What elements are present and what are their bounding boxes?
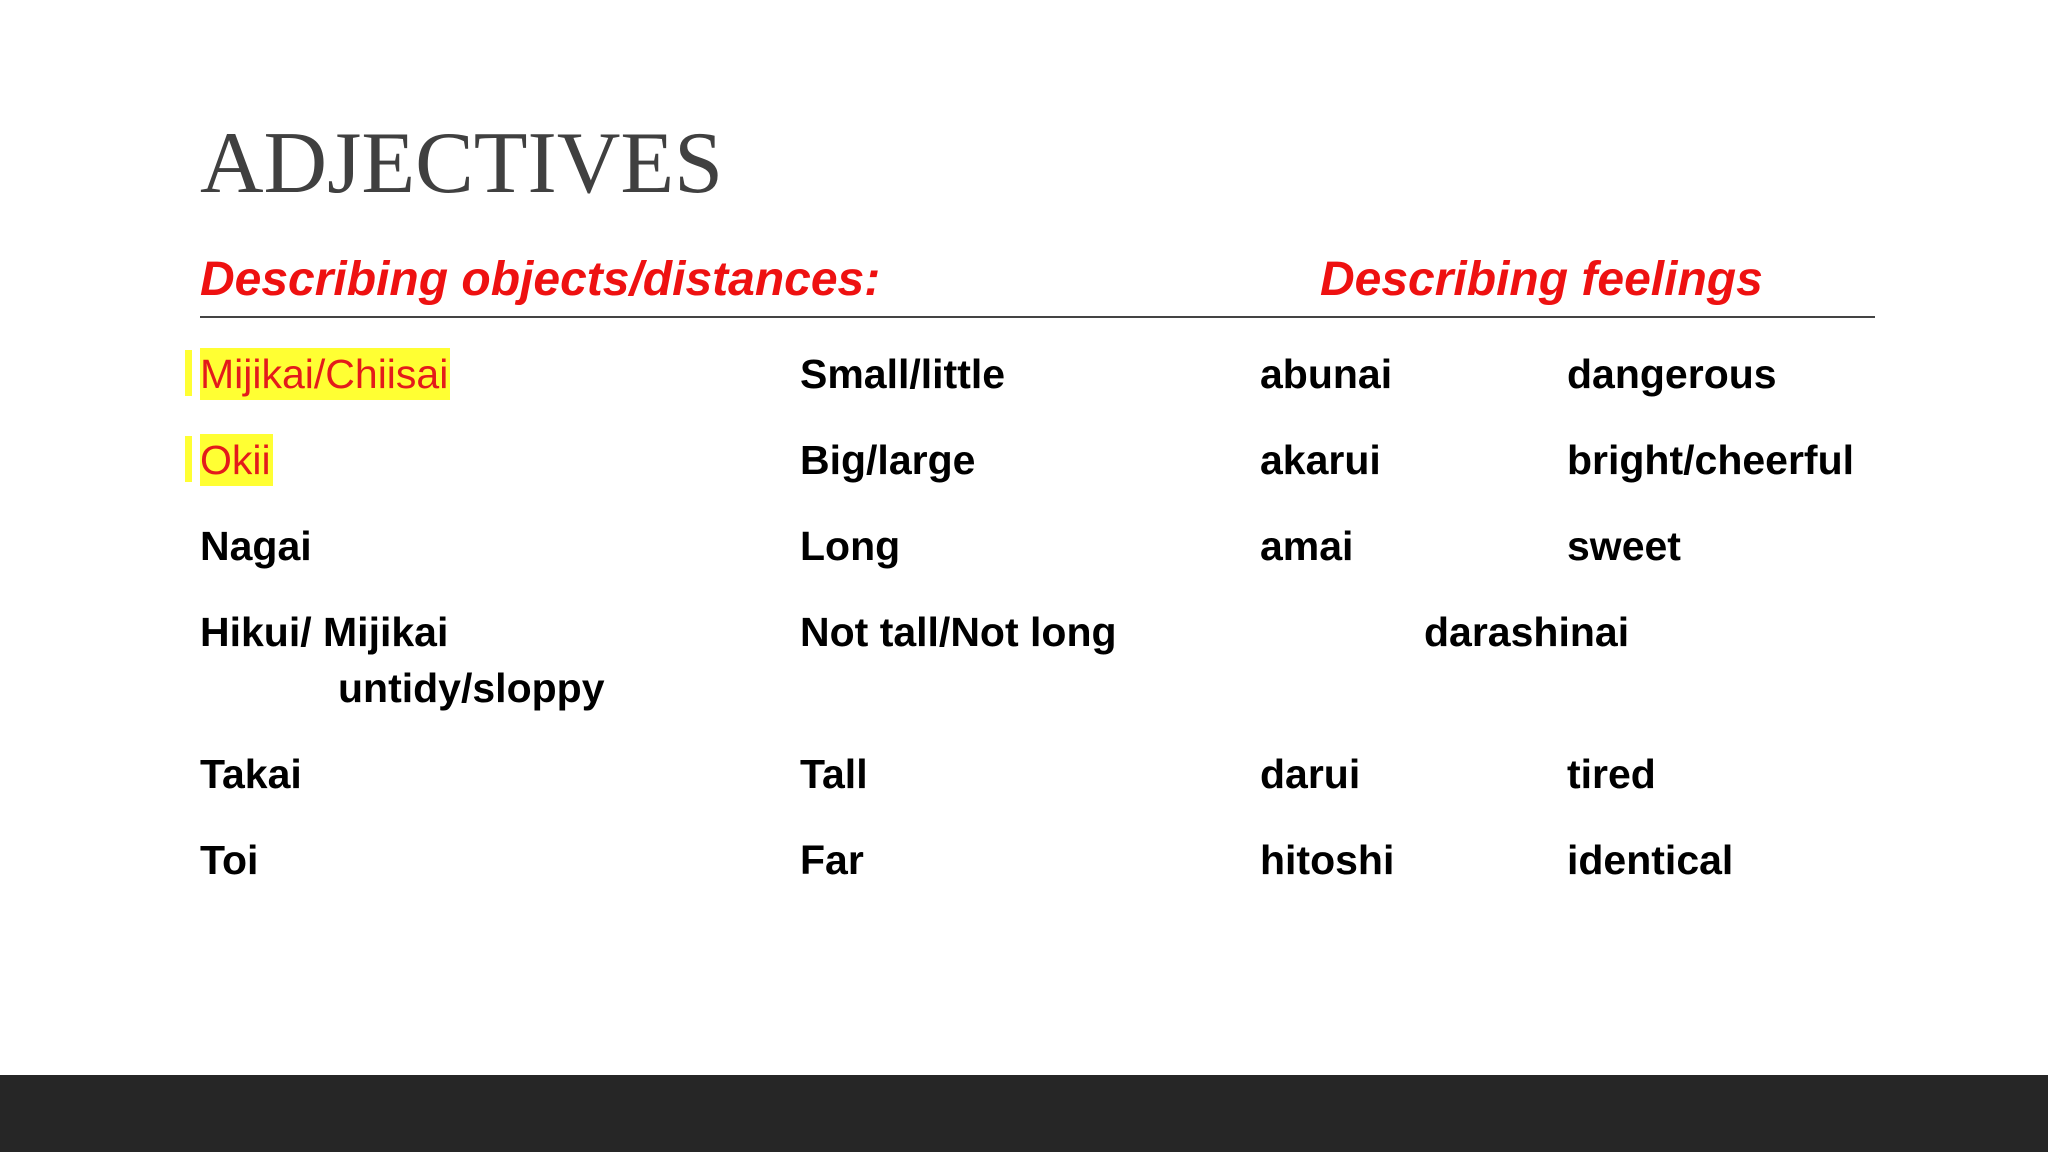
feeling-meaning: identical [1567,837,1734,883]
feeling-meaning: dangerous [1567,351,1777,397]
adjective-term: Mijikai/Chiisai [200,348,450,400]
adjective-term: Takai [200,751,302,797]
section-heading-objects: Describing objects/distances: [200,253,881,306]
adjective-meaning: Long [800,523,901,569]
footer-bar [0,1075,2048,1152]
adjective-meaning: Big/large [800,437,976,483]
feeling-term: hitoshi [1260,837,1395,883]
feeling-meaning: bright/cheerful [1567,437,1855,483]
adjective-term: Toi [200,837,259,883]
feeling-term: darui [1260,751,1361,797]
feeling-meaning: untidy/sloppy [338,665,605,711]
adjective-meaning: Not tall/Not long [800,609,1117,655]
feeling-meaning: sweet [1567,523,1681,569]
feeling-term: abunai [1260,351,1393,397]
adjective-term: Nagai [200,523,312,569]
highlight-marker [185,350,192,396]
adjective-term: Hikui/ Mijikai [200,609,449,655]
highlight-marker [185,436,192,482]
slide-title: ADJECTIVES [200,115,724,212]
feeling-term: darashinai [1424,609,1630,655]
adjective-meaning: Far [800,837,864,883]
adjective-term: Okii [200,434,273,486]
adjective-meaning: Tall [800,751,868,797]
adjective-meaning: Small/little [800,351,1006,397]
feeling-term: akarui [1260,437,1381,483]
section-heading-feelings: Describing feelings [1320,253,1763,306]
heading-divider [200,316,1875,318]
feeling-meaning: tired [1567,751,1656,797]
feeling-term: amai [1260,523,1354,569]
